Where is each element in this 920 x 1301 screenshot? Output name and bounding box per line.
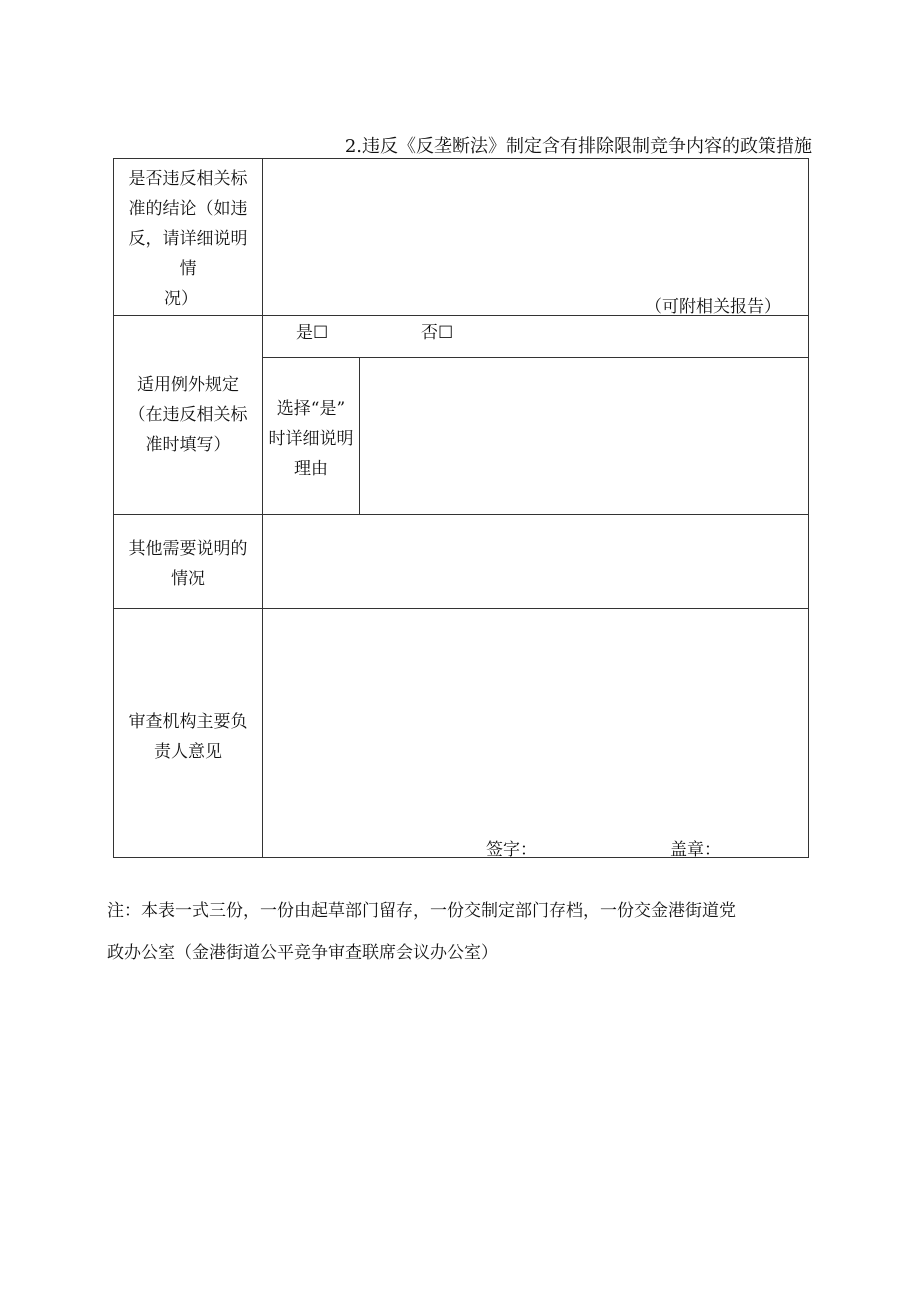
footer-note-line: 注：本表一式三份，一份由起草部门留存，一份交制定部门存档，一份交金港街道党 bbox=[107, 901, 736, 921]
reviewer-opinion-label-line: 审查机构主要负 bbox=[128, 712, 248, 732]
exception-label bbox=[114, 370, 262, 460]
conclusion-label-line: 情 bbox=[179, 259, 197, 279]
conclusion-label-line: 况） bbox=[164, 289, 198, 309]
exception-label-line: （在违反相关标 bbox=[128, 405, 248, 425]
seal-label: 盖章： bbox=[670, 840, 721, 860]
other-info-label-line: 其他需要说明的 bbox=[128, 539, 248, 559]
other-info-label bbox=[114, 534, 262, 594]
document-title: 2.违反《反垄断法》制定含有排除限制竞争内容的政策措施 bbox=[344, 136, 812, 157]
footer-note bbox=[107, 890, 736, 974]
other-info-label-line: 情况 bbox=[171, 569, 205, 589]
reason-label bbox=[263, 394, 359, 484]
attach-report-note: （可附相关报告） bbox=[645, 297, 781, 317]
conclusion-label-line: 准的结论（如违 bbox=[128, 199, 248, 219]
table-border-right bbox=[808, 158, 809, 858]
yes-checkbox[interactable]: 是☐ bbox=[296, 323, 329, 343]
reason-label-line: 时详细说明 bbox=[268, 429, 354, 449]
other-info-input-area[interactable] bbox=[263, 515, 808, 608]
footer-note-line: 政办公室（金港街道公平竞争审查联席会议办公室） bbox=[107, 943, 498, 963]
reason-label-line: 选择“是” bbox=[276, 399, 346, 419]
reason-label-line: 理由 bbox=[294, 459, 328, 479]
signature-label: 签字： bbox=[486, 840, 537, 860]
reviewer-opinion-label-line: 责人意见 bbox=[154, 742, 222, 762]
reviewer-opinion-input-area[interactable] bbox=[263, 609, 808, 857]
no-checkbox[interactable]: 否☐ bbox=[421, 323, 454, 343]
exception-label-line: 适用例外规定 bbox=[137, 375, 239, 395]
conclusion-label-line: 是否违反相关标 bbox=[128, 169, 248, 189]
exception-label-line: 准时填写） bbox=[145, 435, 231, 455]
reason-input-area[interactable] bbox=[360, 358, 808, 514]
reviewer-opinion-label bbox=[114, 707, 262, 767]
conclusion-label-line: 反，请详细说明 bbox=[128, 229, 248, 249]
conclusion-label bbox=[114, 164, 262, 314]
